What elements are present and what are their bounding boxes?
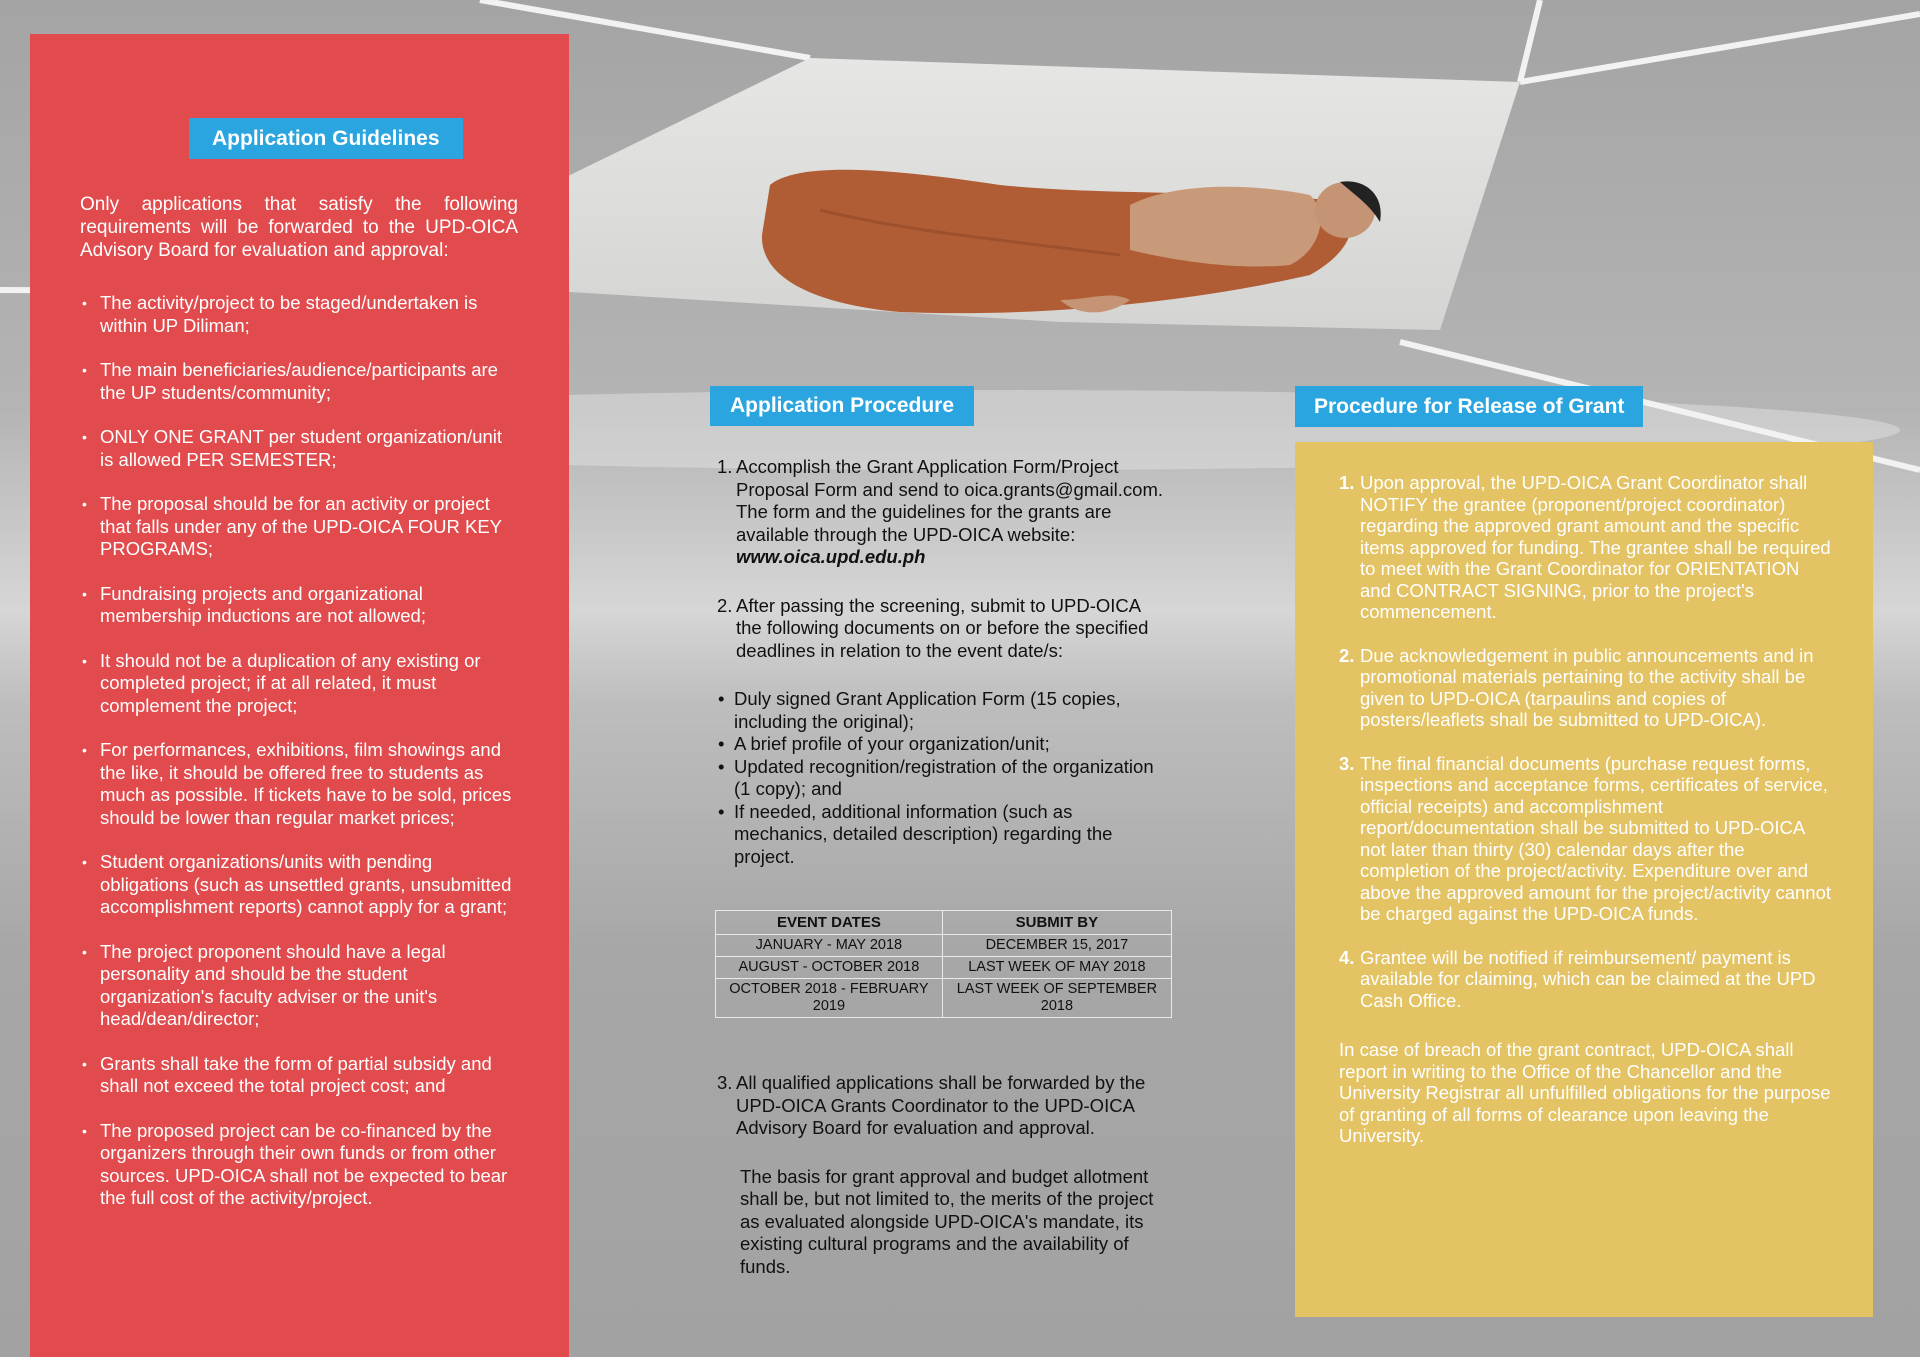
event-dates-cell: AUGUST - OCTOBER 2018 — [716, 957, 943, 979]
guideline-item: • For performances, exhibitions, film showings and the like, it should be offered free to students as much as possible. If tickets have to be sold, prices should be lower than regular market prices; — [80, 739, 518, 829]
release-of-grant-panel — [1295, 442, 1873, 1317]
guideline-item: • Grants shall take the form of partial subsidy and shall not exceed the total project cost; and — [80, 1053, 518, 1098]
release-step-number: 2. — [1339, 644, 1355, 666]
release-step-number: 4. — [1339, 946, 1355, 968]
table-row — [716, 979, 1172, 1018]
guideline-item: • The project proponent should have a legal personality and should be the student organization's faculty adviser or the unit's head/dean/director; — [80, 941, 518, 1031]
step-number: 3. — [717, 1072, 733, 1093]
website-link[interactable]: www.oica.upd.edu.ph — [736, 546, 926, 567]
approval-basis-text: The basis for grant approval and budget allotment shall be, but not limited to, the merits of the project as evaluated alongside UPD-OICA's mandate, its existing cultural programs and the availability of funds. — [740, 1165, 1154, 1277]
guideline-item: • The main beneficiaries/audience/participants are the UP students/community; — [80, 359, 518, 404]
procedure-step-2 — [717, 595, 1170, 663]
step-1-text: Accomplish the Grant Application Form/Project Proposal Form and send to oica.grants@gmail.com. The form and the guidelines for the grants are available through the UPD-OICA website: — [736, 456, 1163, 545]
procedure-step-1 — [717, 456, 1170, 569]
table-row — [716, 935, 1172, 957]
guidelines-heading: Application Guidelines — [189, 118, 463, 159]
required-documents-list — [718, 688, 1170, 868]
table-header-row — [716, 911, 1172, 935]
release-step-text: Grantee will be notified if reimbursement/ payment is available for claiming, which can be claimed at the UPD Cash Office. — [1360, 946, 1816, 1011]
application-procedure-section — [710, 386, 1170, 1278]
step-number: 2. — [717, 594, 733, 616]
procedure-step-3 — [717, 1072, 1170, 1140]
application-guidelines-panel — [30, 34, 569, 1357]
submit-by-cell: DECEMBER 15, 2017 — [942, 935, 1171, 957]
guidelines-intro: Only applications that satisfy the following requirements will be forwarded to the UPD-OICA Advisory Board for evaluation and approval: — [80, 194, 518, 261]
submit-by-cell: LAST WEEK OF MAY 2018 — [942, 957, 1171, 979]
document-item: • If needed, additional information (such as mechanics, detailed description) regarding the project. — [718, 801, 1170, 869]
step-2-text: After passing the screening, submit to UPD-OICA the following documents on or before the specified deadlines in relation to the event date/s: — [736, 594, 1149, 661]
document-item: • A brief profile of your organization/unit; — [718, 733, 1170, 756]
release-step-4 — [1339, 947, 1833, 1012]
event-dates-cell: JANUARY - MAY 2018 — [716, 935, 943, 957]
guideline-item: • The proposed project can be co-financed by the organizers through their own funds or from other sources. UPD-OICA shall not be expected to bear the full cost of the activity/project. — [80, 1120, 518, 1210]
deadline-table — [715, 910, 1172, 1018]
guideline-item: • Student organizations/units with pending obligations (such as unsettled grants, unsubmitted accomplishment reports) cannot apply for a grant; — [80, 851, 518, 919]
step-number: 1. — [717, 456, 733, 477]
submit-by-cell: LAST WEEK OF SEPTEMBER 2018 — [942, 979, 1171, 1018]
release-step-2 — [1339, 645, 1833, 731]
release-step-text: Due acknowledgement in public announcements and in promotional materials pertaining to the activity shall be given to UPD-OICA (tarpaulins and copies of posters/leaflets shall be submitted to UPD-OICA). — [1360, 644, 1814, 730]
step-3-text: All qualified applications shall be forwarded by the UPD-OICA Grants Coordinator to the UPD-OICA Advisory Board for evaluation and approval. — [736, 1072, 1146, 1138]
guideline-item: • ONLY ONE GRANT per student organization/unit is allowed PER SEMESTER; — [80, 426, 518, 471]
guideline-item: • The proposal should be for an activity or project that falls under any of the UPD-OICA FOUR KEY PROGRAMS; — [80, 493, 518, 561]
breach-of-contract-text: In case of breach of the grant contract, UPD-OICA shall report in writing to the Office of the Chancellor and the University Registrar all unfulfilled obligations for the purpose of granting of all forms of clearance upon leaving the University. — [1339, 1039, 1831, 1146]
release-step-3 — [1339, 753, 1833, 925]
release-heading: Procedure for Release of Grant — [1295, 386, 1643, 427]
document-item: • Duly signed Grant Application Form (15 copies, including the original); — [718, 688, 1170, 733]
guidelines-list — [80, 292, 518, 1210]
event-dates-cell: OCTOBER 2018 - FEBRUARY 2019 — [716, 979, 943, 1018]
guideline-item: • The activity/project to be staged/undertaken is within UP Diliman; — [80, 292, 518, 337]
document-item: • Updated recognition/registration of the organization (1 copy); and — [718, 756, 1170, 801]
submit-by-header: SUBMIT BY — [942, 911, 1171, 935]
release-step-1 — [1339, 472, 1833, 623]
release-step-number: 1. — [1339, 472, 1355, 493]
guideline-item: • It should not be a duplication of any existing or completed project; if at all related, it must complement the project; — [80, 650, 518, 718]
table-row — [716, 957, 1172, 979]
guideline-item: • Fundraising projects and organizational membership inductions are not allowed; — [80, 583, 518, 628]
procedure-heading: Application Procedure — [710, 386, 974, 426]
release-step-text: The final financial documents (purchase request forms, inspections and acceptance forms, certificates of service, official receipts) and accomplishment report/documentation shall be submitted to UPD-OICA not later than thirty (30) calendar days after the completion of the project/activity. Expenditure over and above the approved amount for the project/activity cannot be charged against the UPD-OICA funds. — [1360, 752, 1832, 924]
release-step-number: 3. — [1339, 752, 1355, 774]
release-step-text: Upon approval, the UPD-OICA Grant Coordinator shall NOTIFY the grantee (proponent/project coordinator) regarding the approved grant amount and the specific items approved for funding. The grantee shall be required to meet with the Grant Coordinator for ORIENTATION and CONTRACT SIGNING, prior to the project's commencement. — [1360, 472, 1831, 622]
event-dates-header: EVENT DATES — [716, 911, 943, 935]
